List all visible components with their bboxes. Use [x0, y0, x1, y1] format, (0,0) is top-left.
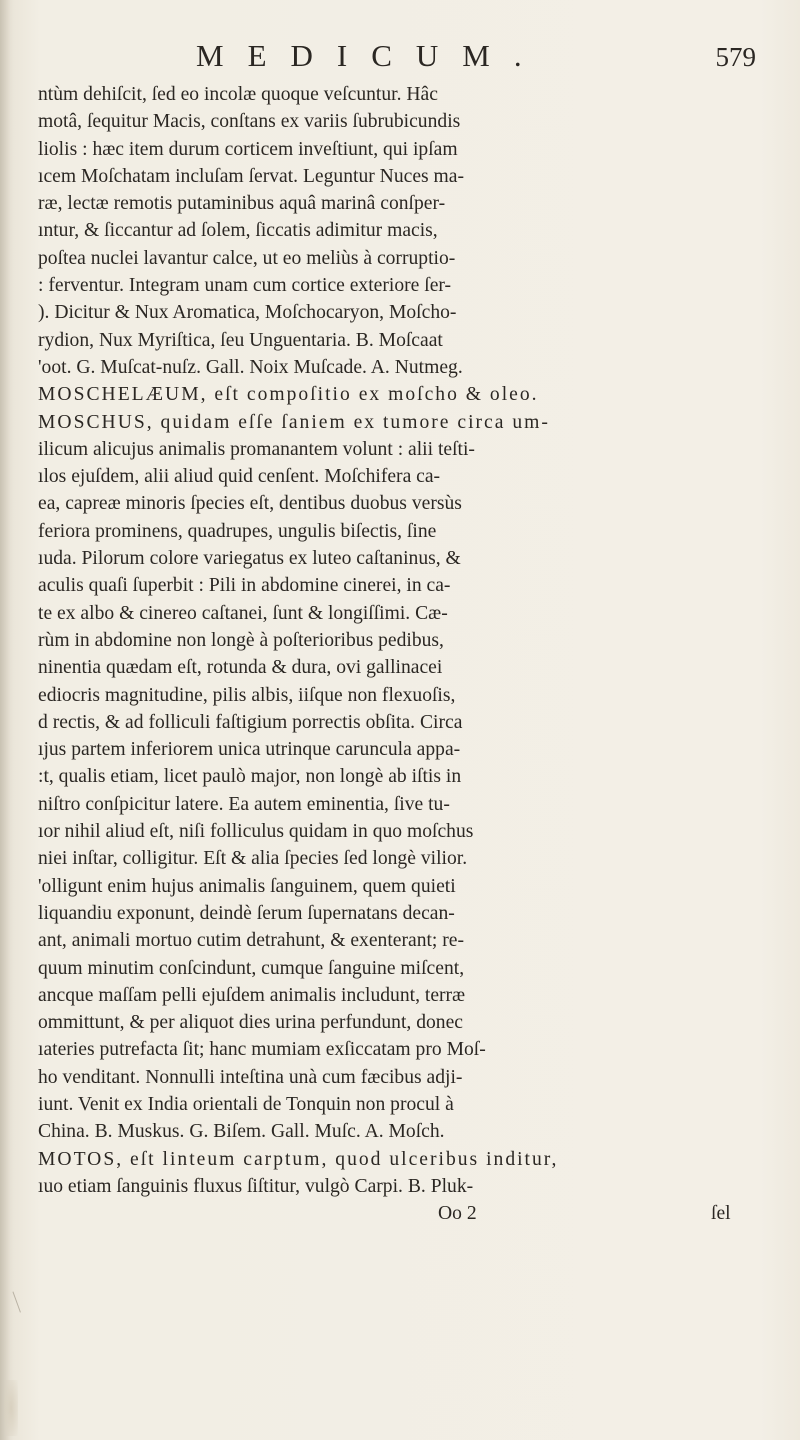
- text-line: :t, qualis etiam, licet paulò major, non longè ab iſtis in: [38, 766, 462, 788]
- text-line: ıateries putrefacta ſit; hanc mumiam exſiccatam pro Moſ-: [38, 1039, 486, 1061]
- text-line: ıjus partem inferiorem unica utrinque caruncula appa-: [38, 739, 461, 761]
- text-line: te ex albo & cinereo caſtanei, ſunt & longiſſimi. Cæ-: [38, 602, 448, 624]
- text-line: ılos ejuſdem, alii aliud quid cenſent. Moſchifera ca-: [38, 466, 441, 488]
- pencil-mark: [12, 1289, 26, 1312]
- text-line: 'oot. G. Muſcat-nuſz. Gall. Noix Muſcade. A. Nutmeg.: [38, 356, 463, 378]
- text-line: poſtea nuclei lavantur calce, ut eo meliùs à corruptio-: [38, 247, 456, 269]
- text-line: niſtro conſpicitur latere. Ea autem eminentia, ſive tu-: [38, 793, 450, 815]
- running-title: MEDICUM.: [196, 38, 546, 73]
- text-line: ommittunt, & per aliquot dies urina perfundunt, donec: [38, 1012, 463, 1034]
- text-line: ntùm dehiſcit, ſed eo incolæ quoque veſcuntur. Hâc: [38, 84, 438, 105]
- text-line: ho venditant. Nonnulli inteſtina unà cum fæcibus adji-: [38, 1066, 463, 1088]
- signature-mark: Oo 2: [438, 1203, 477, 1225]
- text-line: aculis quaſi ſuperbit : Pili in abdomine cinerei, in ca-: [38, 575, 451, 597]
- entry-motos: MOTOS, eſt linteum carptum, quod ulceribus inditur,: [38, 1148, 559, 1170]
- text-line: ea, capreæ minoris ſpecies eſt, dentibus duobus versùs: [38, 493, 462, 515]
- text-line: feriora prominens, quadrupes, ungulis biſectis, ſine: [38, 520, 437, 542]
- text-line: motâ, ſequitur Macis, conſtans ex variis ſubrubicundis: [38, 111, 461, 133]
- text-line: ). Dicitur & Nux Aromatica, Moſchocaryon, Moſcho-: [38, 302, 457, 324]
- text-line: ilicum alicujus animalis promanantem volunt : alii teſti-: [38, 438, 475, 460]
- text-line: ediocris magnitudine, pilis albis, iiſque non flexuoſis,: [38, 684, 456, 706]
- text-line: liolis : hæc item durum corticem inveſtiunt, qui ipſam: [38, 138, 458, 160]
- text-line: 'olligunt enim hujus animalis ſanguinem, quem quieti: [38, 875, 456, 897]
- text-line: ancque maſſam pelli ejuſdem animalis includunt, terræ: [38, 984, 466, 1006]
- text-line: d rectis, & ad folliculi faſtigium porrectis obſita. Circa: [38, 711, 463, 733]
- text-line: liquandiu exponunt, deindè ſerum ſupernatans decan-: [38, 902, 455, 924]
- text-line: ıuo etiam ſanguinis fluxus ſiſtitur, vulgò Carpi. B. Pluk-: [38, 1175, 474, 1197]
- page-footer: [38, 1200, 786, 1227]
- entry-moschus: MOSCHUS, quidam eſſe ſaniem ex tumore circa um-: [38, 411, 550, 433]
- text-line: iunt. Venit ex India orientali de Tonquin non procul à: [38, 1093, 454, 1115]
- body-text: [38, 81, 786, 1227]
- text-line: rùm in abdomine non longè à poſterioribus pedibus,: [38, 629, 444, 651]
- text-line: ninentia quædam eſt, rotunda & dura, ovi gallinacei: [38, 657, 443, 679]
- text-line: ıcem Moſchatam incluſam ſervat. Leguntur Nuces ma-: [38, 165, 465, 187]
- text-line: rydion, Nux Myriſtica, ſeu Unguentaria. B. Moſcaat: [38, 329, 443, 351]
- text-line: ræ, lectæ remotis putaminibus aquâ marinâ conſper-: [38, 193, 446, 215]
- text-line: ant, animali mortuo cutim detrahunt, & exenterant; re-: [38, 930, 465, 952]
- text-line: ıntur, & ſiccantur ad ſolem, ſiccatis adimitur macis,: [38, 220, 438, 242]
- text-line: niei inſtar, colligitur. Eſt & alia ſpecies ſed longè vilior.: [38, 848, 468, 870]
- paper-stain: [4, 1380, 18, 1436]
- text-line: ıuda. Pilorum colore variegatus ex luteo caſtaninus, &: [38, 548, 461, 570]
- text-line: China. B. Muskus. G. Biſem. Gall. Muſc. A. Moſch.: [38, 1121, 445, 1143]
- text-line: quum minutim conſcindunt, cumque ſanguine miſcent,: [38, 957, 465, 979]
- page-gutter-shadow: [0, 0, 10, 1440]
- entry-moschelaeum: MOSCHELÆUM, eſt compoſitio ex moſcho & oleo.: [38, 384, 539, 406]
- catchword: ſel: [711, 1203, 731, 1225]
- text-line: : ferventur. Integram unam cum cortice exteriore ſer-: [38, 275, 452, 297]
- page-number: 579: [715, 42, 756, 72]
- text-line: ıor nihil aliud eſt, niſi folliculus quidam in quo moſchus: [38, 821, 474, 843]
- page-header: [196, 38, 756, 78]
